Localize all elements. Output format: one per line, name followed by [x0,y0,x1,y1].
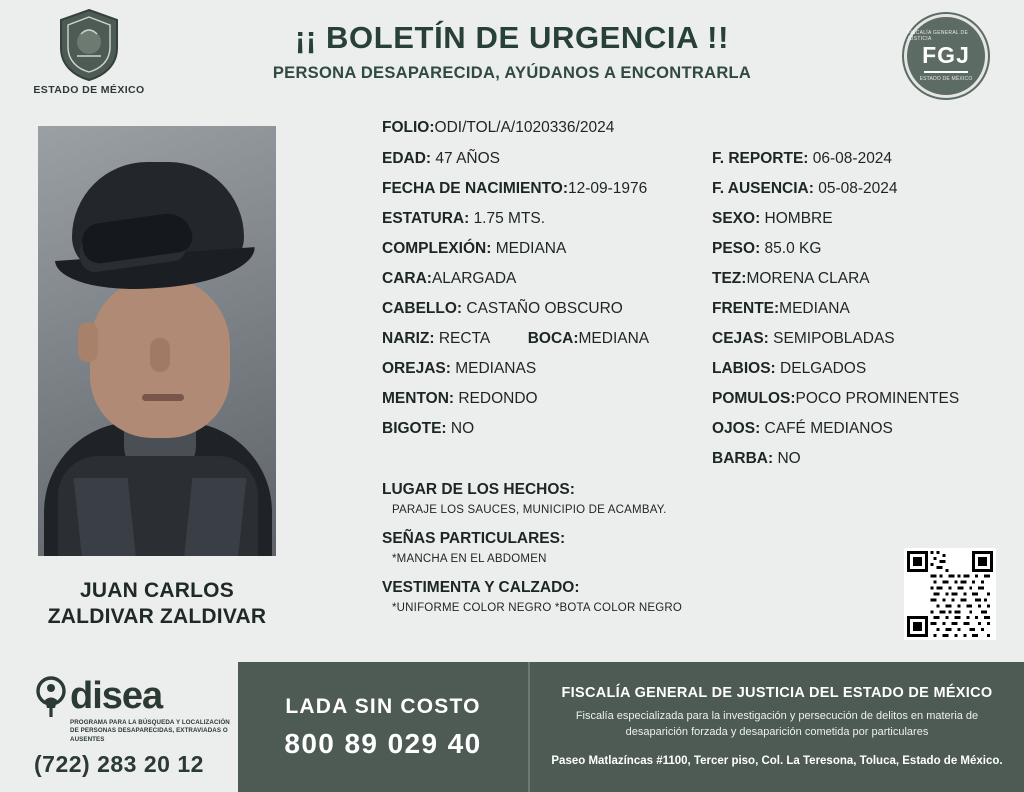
folio-row [382,120,992,136]
lada-label: LADA SIN COSTO [285,694,481,718]
detail-value: NO [450,419,475,437]
institution-description: Fiscalía especializada para la investigación y persecución de delitos en materia de desaparición forzada y desaparición cometida por particulares [575,710,979,738]
detail-value: HOMBRE [764,209,833,227]
detail-nariz-boca [382,331,712,347]
detail-fecha-nacimiento [382,181,712,197]
footer [0,662,1024,792]
detail-edad [382,151,712,167]
detail-cejas [712,331,992,347]
detail-label: FECHA DE NACIMIENTO: [382,179,568,197]
detail-label: LABIOS: [712,359,776,377]
detail-cabello [382,301,712,317]
fgj-bottom-text: ESTADO DE MÉXICO [919,76,973,82]
detail-orejas [382,361,712,377]
fgj-acronym: FGJ [922,42,970,68]
detail-value: MEDIANA [779,299,850,317]
page-subtitle: PERSONA DESAPARECIDA, AYÚDANOS A ENCONTRARLA [272,63,752,82]
disea-wordmark: disea [70,674,163,717]
state-logo-caption: ESTADO DE MÉXICO [33,84,145,96]
block-vestimenta-calzado [382,579,992,614]
details-columns [382,151,992,481]
block-lugar-hechos [382,481,992,516]
detail-pomulos [712,391,992,407]
detail-value: MEDIANAS [455,359,537,377]
detail-label: COMPLEXIÓN: [382,239,492,257]
detail-value: 06-08-2024 [812,149,893,167]
fgj-top-text: FISCALÍA GENERAL DE JUSTICIA [907,30,969,42]
detail-value: CASTAÑO OBSCURO [466,299,623,317]
detail-menton [382,391,712,407]
detail-label: PESO: [712,239,761,257]
detail-tez [712,271,992,287]
detail-value: NO [777,449,801,467]
detail-value: ALARGADA [431,269,517,287]
detail-value: MEDIANA [578,329,650,347]
detail-sexo [712,211,992,227]
person-name: JUAN CARLOS ZALDIVAR ZALDIVAR [47,579,267,629]
details-column-left [382,151,712,451]
detail-value: SEMIPOBLADAS [773,329,895,347]
detail-label: NARIZ: [382,329,435,347]
disea-subtitle: PROGRAMA PARA LA BÚSQUEDA Y LOCALIZACIÓN DE PERSONAS DESAPARECIDAS, EXTRAVIADAS O AUSENTES [70,718,230,743]
detail-label: EDAD: [382,149,432,167]
detail-ojos [712,421,992,437]
lada-number[interactable]: 800 89 029 40 [284,727,482,759]
folio-label: FOLIO: [382,119,435,136]
disea-person-icon [34,676,68,716]
detail-label: TEZ: [712,269,747,287]
detail-label: CABELLO: [382,299,463,317]
detail-label: BIGOTE: [382,419,447,437]
block-title: LUGAR DE LOS HECHOS: [382,480,575,498]
detail-value: 12-09-1976 [568,179,648,197]
detail-label: POMULOS: [712,389,796,407]
detail-label: MENTON: [382,389,455,407]
detail-barba [712,451,992,467]
detail-value: 85.0 KG [764,239,822,257]
detail-value: POCO PROMINENTES [795,389,960,407]
fgj-divider [924,71,968,73]
block-title: SEÑAS PARTICULARES: [382,529,566,547]
person-details [382,120,992,628]
detail-label: BARBA: [712,449,774,467]
detail-value: 05-08-2024 [818,179,898,197]
disea-block [0,662,238,792]
detail-value: CAFÉ MEDIANOS [764,419,893,437]
qr-code[interactable] [904,548,996,640]
person-photo [38,126,276,556]
detail-label: F. REPORTE: [712,149,809,167]
details-column-right [712,151,992,481]
title-block [0,22,1024,83]
detail-label: SEXO: [712,209,761,227]
block-senas-particulares [382,530,992,565]
detail-cara [382,271,712,287]
block-text: PARAJE LOS SAUCES, MUNICIPIO DE ACAMBAY. [392,503,667,516]
detail-label: FRENTE: [712,299,780,317]
detail-peso [712,241,992,257]
detail-labios [712,361,992,377]
detail-label: OREJAS: [382,359,451,377]
header [0,0,1024,112]
institution-title: FISCALÍA GENERAL DE JUSTICIA DEL ESTADO DE MÉXICO [561,685,993,702]
detail-value: RECTA [438,329,490,347]
detail-value: 1.75 MTS. [473,209,546,227]
disea-logo [34,676,238,716]
disea-phone[interactable]: (722) 283 20 12 [34,751,204,778]
institution-block [528,662,1024,792]
detail-f-ausencia [712,181,992,197]
block-text: *UNIFORME COLOR NEGRO *BOTA COLOR NEGRO [392,601,683,614]
detail-label: F. AUSENCIA: [712,179,814,197]
detail-label: ESTATURA: [382,209,470,227]
detail-complexion [382,241,712,257]
photo-section [38,126,276,631]
detail-value: 47 AÑOS [435,149,501,167]
page-title: ¡¡ BOLETÍN DE URGENCIA !! [294,20,730,55]
detail-value: DELGADOS [780,359,867,377]
detail-value: MORENA CLARA [746,269,870,287]
detail-value: MEDIANA [495,239,567,257]
detail-bigote [382,421,712,437]
detail-label: CEJAS: [712,329,769,347]
detail-label: OJOS: [712,419,761,437]
institution-address: Paseo Matlazíncas #1100, Tercer piso, Col. La Teresona, Toluca, Estado de México. [551,754,1003,767]
fgj-logo [904,14,988,98]
detail-frente [712,301,992,317]
detail-f-reporte [712,151,992,167]
detail-label: BOCA: [527,329,579,347]
detail-estatura [382,211,712,227]
block-title: VESTIMENTA Y CALZADO: [382,578,580,596]
lada-block [238,662,528,792]
block-text: *MANCHA EN EL ABDOMEN [392,552,547,565]
detail-label: CARA: [382,269,432,287]
folio-value: ODI/TOL/A/1020336/2024 [434,119,615,136]
detail-value: REDONDO [458,389,538,407]
